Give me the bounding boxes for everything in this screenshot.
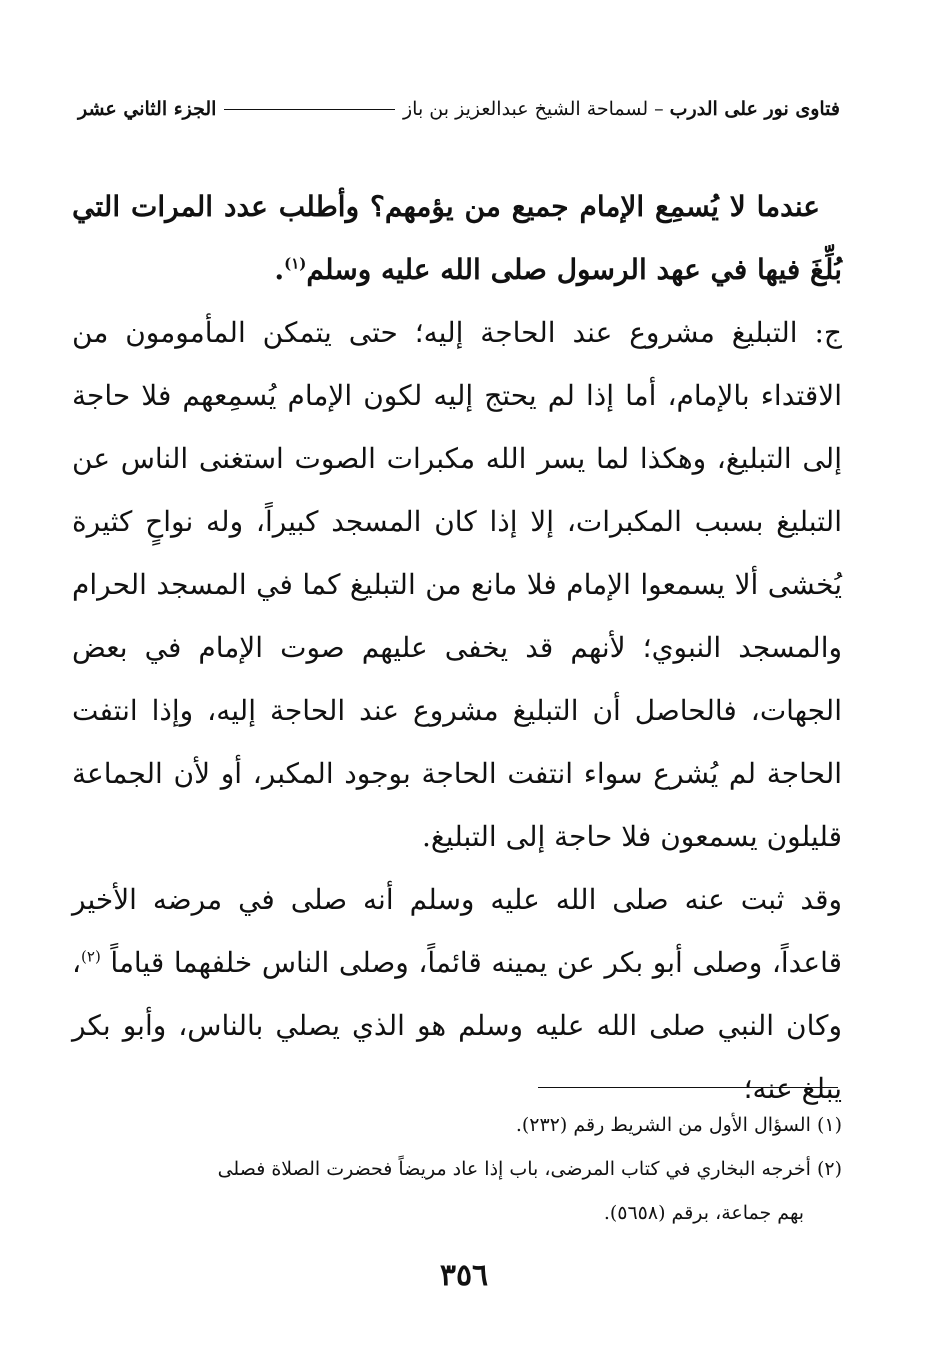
running-header (78, 92, 840, 126)
footnote-2-continuation: بهم جماعة، برقم (٥٦٥٨). (603, 1202, 804, 1224)
footnote-1 (72, 1103, 842, 1147)
footnote-separator (538, 1087, 838, 1088)
header-rule (224, 109, 395, 110)
answer-text-1: ج: التبليغ مشروع عند الحاجة إليه؛ حتى يتمكن المأمومون من الاقتداء بالإمام، أما إذا لم يحتج إليه لكون الإمام يُسمِعهم فلا حاجة إلى التبليغ، وهكذا لما يسر الله مكبرات الصوت استغنى الناس عن التبليغ بسبب المكبرات، إلا إذا كان المسجد كبيراً، وله نواحٍ كثيرة يُخشى ألا يسمعوا الإمام فلا مانع من التبليغ كما في المسجد الحرام والمسجد النبوي؛ لأنهم قد يخفى عليهم صوت الإمام في بعض الجهات، فالحاصل أن التبليغ مشروع عند الحاجة إليه، وإذا انتفت الحاجة لم يُشرع سواء انتفت الحاجة بوجود المكبر، أو لأن الجماعة قليلون يسمعون فلا حاجة إلى التبليغ. (72, 316, 842, 853)
answer-paragraph-2 (72, 868, 842, 1120)
footnotes (72, 1103, 842, 1235)
header-title-group (403, 98, 840, 120)
footnote-1-number: (١) (816, 1114, 842, 1136)
question-paragraph (72, 175, 842, 301)
main-text (72, 175, 842, 1120)
series-title: فتاوى نور على الدرب (669, 98, 840, 120)
answer-paragraph-1 (72, 301, 842, 868)
footnote-ref-2: (٢) (81, 947, 101, 966)
footnote-ref-1: (١) (284, 254, 307, 273)
footnote-2-number: (٢) (816, 1158, 842, 1180)
footnote-2-text: أخرجه البخاري في كتاب المرضى، باب إذا عاد مريضاً فحضرت الصلاة فصلى (217, 1158, 811, 1180)
question-end: . (274, 253, 285, 286)
footnote-1-text: السؤال الأول من الشريط رقم (٢٣٢). (515, 1114, 811, 1136)
volume-part: الجزء الثاني عشر (78, 98, 217, 120)
header-dash: – (654, 98, 664, 120)
page-number: ٣٥٦ (439, 1258, 489, 1293)
header-author: لسماحة الشيخ عبدالعزيز بن باز (403, 98, 649, 120)
footnote-2 (72, 1147, 842, 1235)
question-text: عندما لا يُسمِع الإمام جميع من يؤمهم؟ وأطلب عدد المرات التي بُلِّغَ فيها في عهد الرسول صلى الله عليه وسلم (72, 190, 842, 286)
header-part-group (78, 98, 403, 120)
answer-text-2a: وقد ثبت عنه صلى الله عليه وسلم أنه صلى في مرضه الأخير قاعداً، وصلى أبو بكر عن يمينه قائماً، وصلى الناس خلفهما قياماً (72, 883, 842, 979)
answer-text-2b: ، وكان النبي صلى الله عليه وسلم هو الذي يصلي بالناس، وأبو بكر يبلغ عنه؛ (72, 946, 842, 1105)
